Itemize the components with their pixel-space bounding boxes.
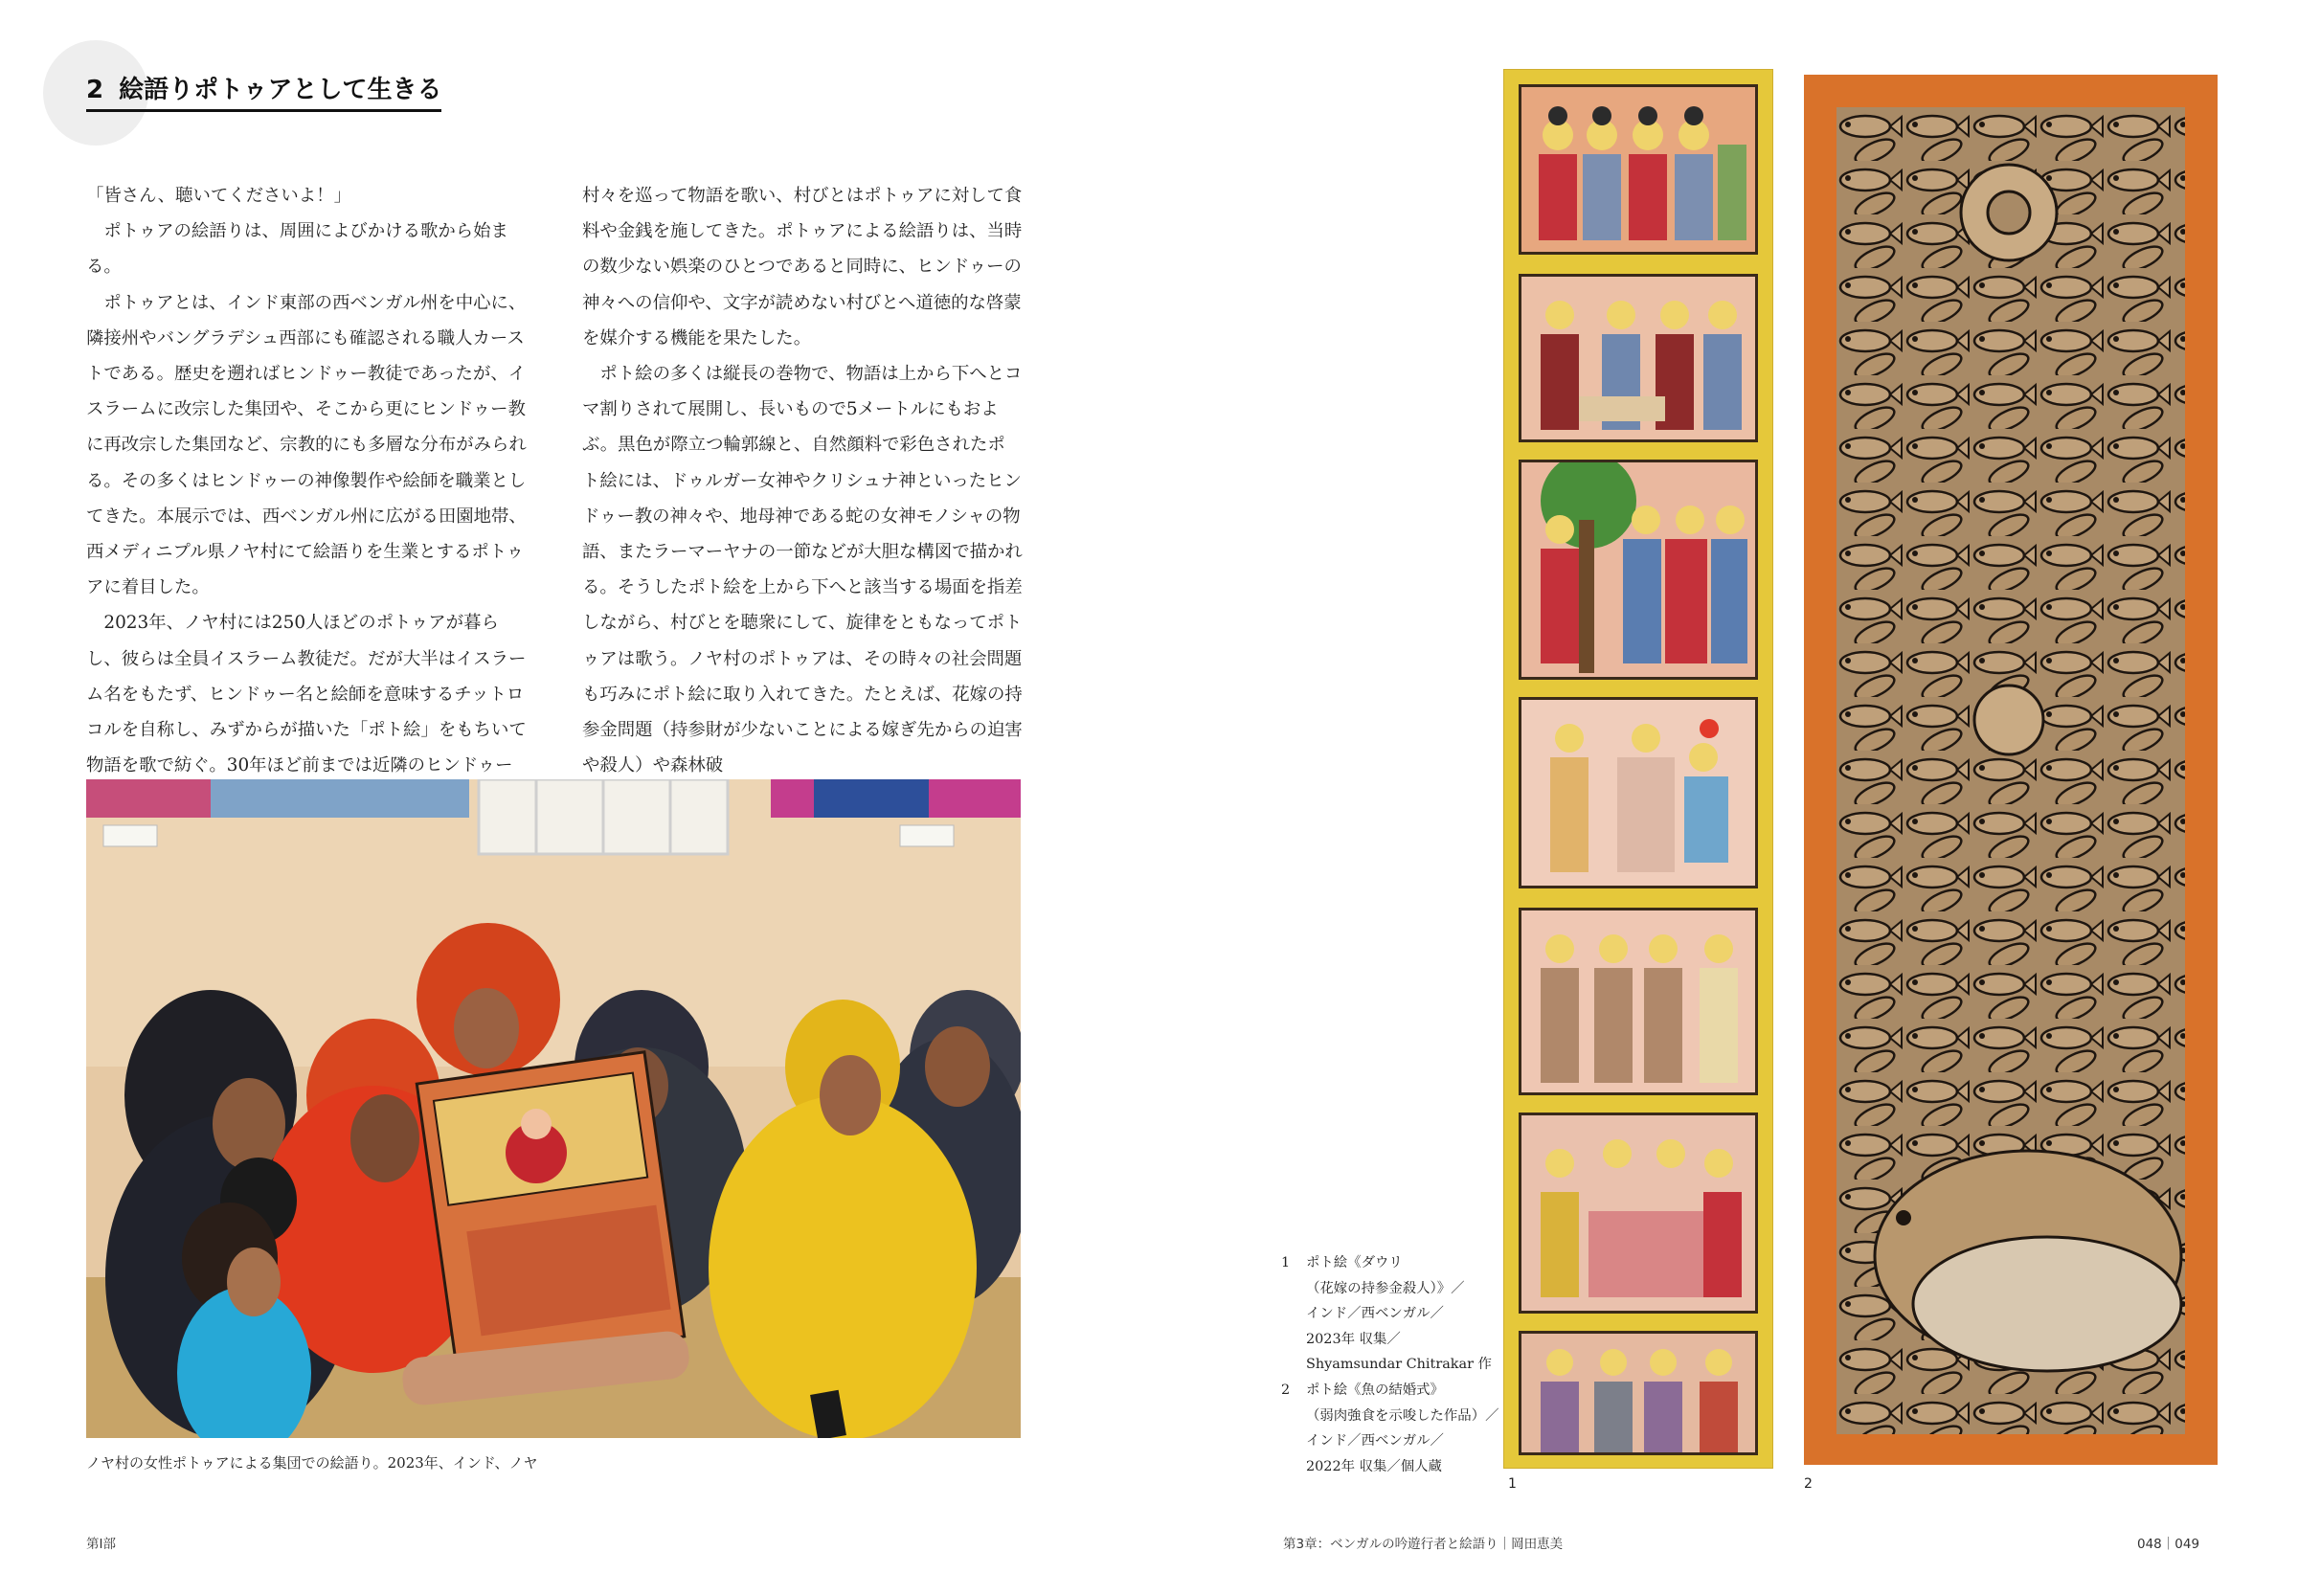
paragraph: 2023年、ノヤ村には250人ほどのポトゥアが暮らし、彼らは全員イスラーム教徒だ。だが大半はイスラーム名をもたず、ヒンドゥー名と絵師を意味するチットロコルを自称し、みずからが描いた「ポト絵」をもちいて物語を歌で紡ぐ。30年ほど前までは近隣のヒンドゥー <box>86 613 527 776</box>
footer-page-numbers: 048｜049 <box>2137 1537 2200 1552</box>
paragraph: 村々を巡って物語を歌い、村びとはポトゥアに対して食料や金銭を施してきた。ポトゥアによる絵語りは、当時の数少ない娯楽のひとつであると同時に、ヒンドゥーの神々への信仰や、文字が読めない村びとへ道徳的な啓蒙を媒介する機能を果たした。 <box>582 186 1023 348</box>
paragraph: 「皆さん、聴いてくださいよ！」 <box>86 186 351 206</box>
caption-line: （花嫁の持参金殺人）》／ <box>1306 1280 1465 1296</box>
paragraph: ポトゥアとは、インド東部の西ベンガル州を中心に、隣接州やバングラデシュ西部にも確認される職人カーストである。歴史を遡ればヒンドゥー教徒であったが、イスラームに改宗した集団や、そこから更にヒンドゥー教に再改宗した集団など、宗教的にも多層な分布がみられる。その多くはヒンドゥーの神像製作や絵師を職業としてきた。本展示では、西ベンガル州に広がる田園地帯、西メディニプル県ノヤ村にて絵語りを生業とするポトゥアに着目した。 <box>86 292 527 598</box>
storytelling-photo <box>86 779 1021 1438</box>
pot-painting-fish-wedding-scroll <box>1804 75 2218 1465</box>
scroll-panel <box>1519 908 1758 1095</box>
caption-line: Shyamsundar Chitrakar 作 <box>1306 1357 1492 1373</box>
section-title: 絵語りポトゥアとして生きる <box>119 76 442 104</box>
scroll-panel <box>1519 1113 1758 1314</box>
caption-line: （弱肉強食を示唆した作品）／ <box>1306 1407 1499 1424</box>
artwork-number-2: 2 <box>1804 1476 1813 1492</box>
footer-part-label: 第Ⅰ部 <box>86 1537 116 1552</box>
caption-line: 2023年 収集／ <box>1306 1331 1401 1347</box>
caption-line: 2022年 収集／個人蔵 <box>1306 1458 1442 1474</box>
paragraph: ポト絵の多くは縦長の巻物で、物語は上から下へとコマ割りされて展開し、長いもので5メートルにもおよぶ。黒色が際立つ輪郭線と、自然顔料で彩色されたポト絵には、ドゥルガー女神やクリシュナ神といったヒンドゥー教の神々や、地母神である蛇の女神モノシャの物語、またラーマーヤナの一節などが大胆な構図で描かれる。そうしたポト絵を上から下へと該当する場面を指差しながら、村びとを聴衆にして、旋律をともなってポトゥアは歌う。ノヤ村のポトゥアは、その時々の社会問題も巧みにポト絵に取り入れてきた。たとえば、花嫁の持参金問題（持参財が少ないことによる嫁ぎ先からの迫害や殺人）や森林破 <box>582 364 1023 776</box>
artwork-captions <box>1281 1250 1511 1479</box>
scroll-panel <box>1519 697 1758 888</box>
photo-caption: ノヤ村の女性ポトゥアによる集団での絵語り。2023年、インド、ノヤ <box>86 1454 538 1472</box>
scroll-panel <box>1519 1331 1758 1455</box>
body-column-right <box>582 178 1023 783</box>
caption-number: 2 <box>1281 1382 1291 1398</box>
paragraph: ポトゥアの絵語りは、周囲によびかける歌から始まる。 <box>86 221 508 278</box>
caption-number: 1 <box>1281 1255 1291 1270</box>
artwork-number-1: 1 <box>1508 1476 1517 1492</box>
caption-line: 1 ポト絵《ダウリ <box>1281 1250 1511 1276</box>
caption-line: インド／西ベンガル／ <box>1306 1306 1444 1322</box>
pot-painting-dowry-scroll <box>1503 69 1773 1469</box>
section-number: 2 <box>86 76 104 104</box>
scroll-panel <box>1519 274 1758 442</box>
scroll-fish-pattern <box>1836 107 2185 1434</box>
section-heading <box>86 70 441 112</box>
caption-line: 2 ポト絵《魚の結婚式》 <box>1281 1378 1511 1404</box>
caption-line: インド／西ベンガル／ <box>1306 1433 1444 1450</box>
body-column-left <box>86 178 527 820</box>
footer-chapter-label: 第3章：ベンガルの吟遊行者と絵語り｜岡田恵美 <box>1283 1537 1564 1552</box>
scroll-panel <box>1519 84 1758 255</box>
scroll-panel <box>1519 460 1758 680</box>
